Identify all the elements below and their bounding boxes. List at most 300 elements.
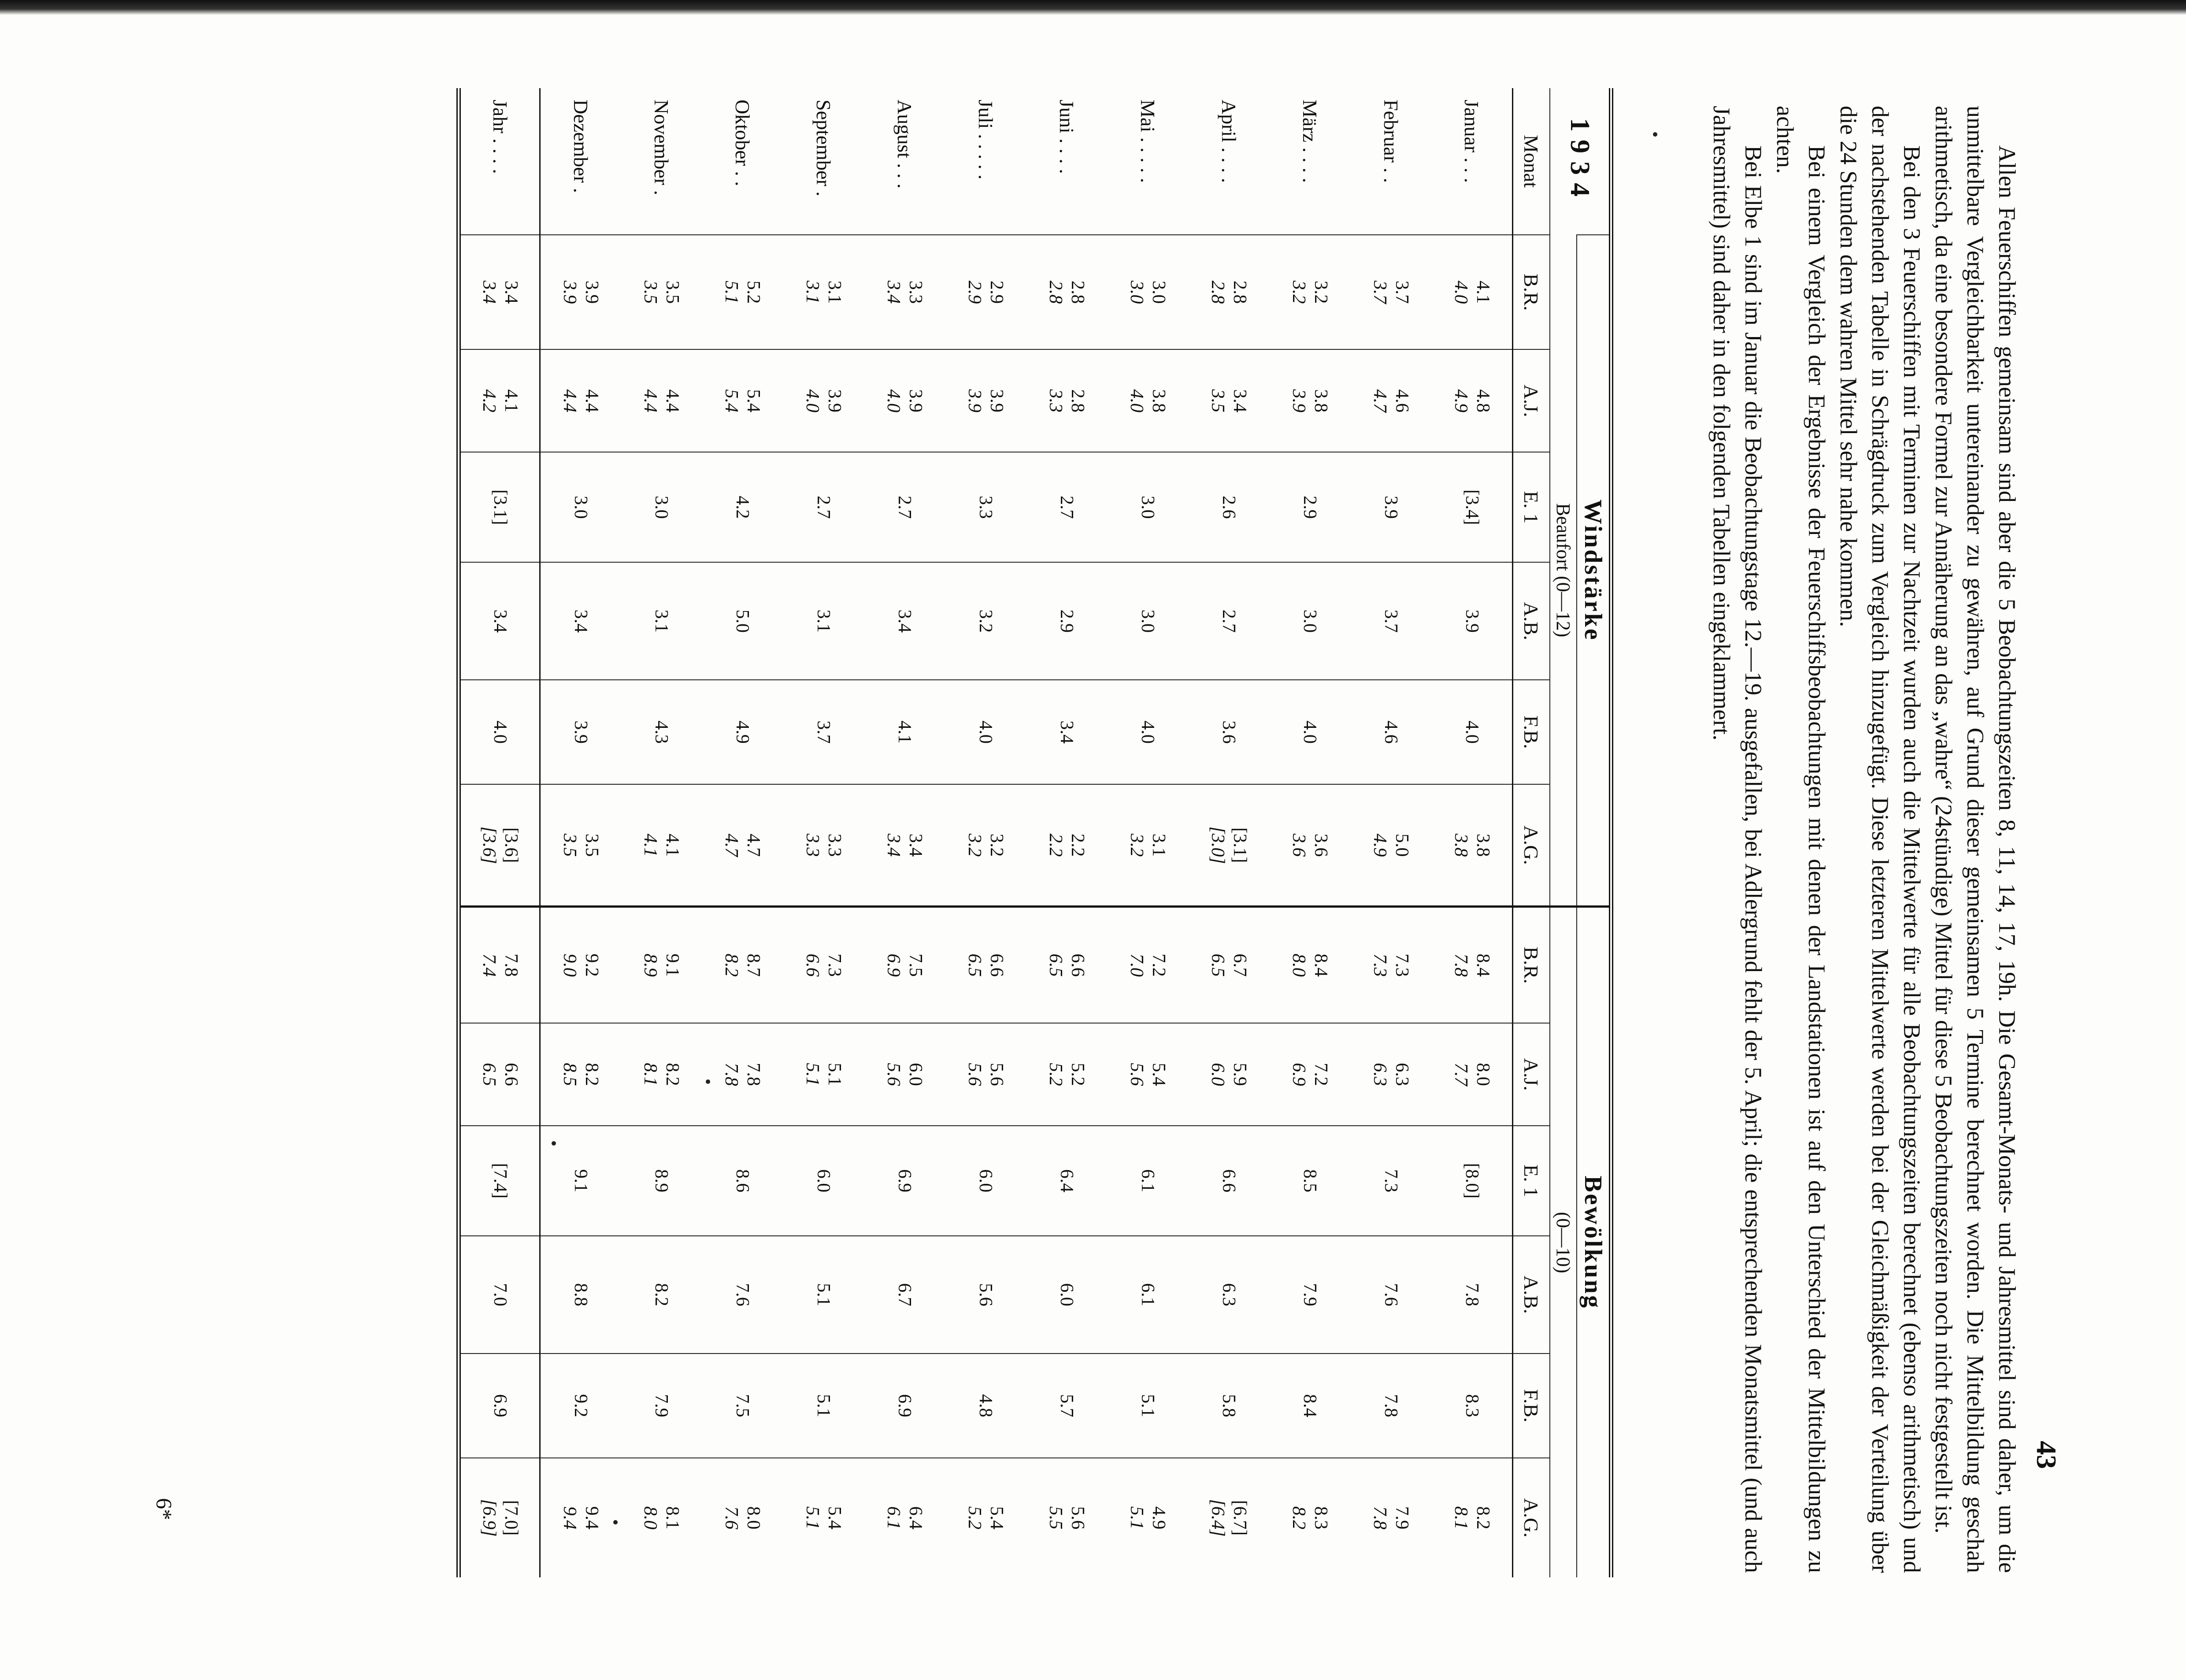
value-5-terms: 4.1 [662,833,683,857]
intro-paragraph: Bei einem Vergleich der Ergebnisse der Feuerschiffsbeobachtungen mit denen der Landstationen ist auf den Unterschied der Mittelbildungen zu achten. [1772,106,1830,1573]
value-all-terms: [3.6] [479,826,500,864]
value-5-terms: 6.0 [975,1169,996,1193]
value-all-terms: 2.8 [1045,280,1066,304]
value-5-terms: 8.3 [1461,1394,1482,1417]
value-5-terms: 4.8 [1472,389,1493,413]
value-5-terms: 4.9 [732,720,753,744]
cloud-cell [702,1236,783,1354]
value-5-terms: 3.4 [501,280,522,304]
table-row [621,88,702,1577]
value-5-terms: 5.2 [743,280,764,304]
value-5-terms: 7.9 [1392,1506,1412,1530]
wind-cell [1432,452,1513,562]
value-all-terms: 4.0 [802,389,823,413]
group-scale-wind: Beaufort (0—12) [1550,235,1577,907]
value-5-terms: 5.4 [743,389,764,413]
value-5-terms: 4.8 [975,1394,996,1417]
value-5-terms: 5.4 [986,1506,1007,1530]
wind-cell [1351,680,1432,784]
scan-speck [552,1141,556,1146]
value-5-terms: 7.3 [1381,1169,1401,1193]
wind-cell [540,562,621,680]
table-row [1270,88,1351,1577]
wind-cell [1026,562,1108,680]
wind-cell [621,562,702,680]
month-label: August . . . [893,100,916,189]
value-5-terms: 2.9 [986,280,1007,304]
column-header-wind: E. 1 [1513,452,1550,562]
value-5-terms: 3.9 [824,389,845,413]
value-5-terms: 3.7 [813,720,834,744]
value-all-terms: 3.2 [1289,280,1309,304]
value-5-terms: 5.9 [1230,1063,1250,1086]
cloud-cell [459,1458,540,1577]
wind-cell [945,235,1026,349]
value-5-terms: 7.3 [824,953,845,977]
value-5-terms: 3.2 [975,609,996,633]
wind-cell [1432,562,1513,680]
value-all-terms: 3.2 [1126,833,1147,857]
wind-cell [945,680,1026,784]
value-all-terms: 7.8 [1450,953,1471,977]
value-all-terms: 5.4 [721,389,742,413]
wind-cell [540,235,621,349]
value-5-terms: [3.6] [501,827,522,863]
wind-cell [1189,784,1270,907]
value-5-terms: [3.4] [1461,490,1482,525]
value-all-terms: 7.3 [1370,953,1390,977]
column-header-wind: A.J. [1513,349,1550,452]
cloud-cell [1026,1023,1108,1126]
value-all-terms: 4.1 [640,833,661,857]
cloud-cell [864,1023,945,1126]
cloud-cell [1351,1236,1432,1354]
value-all-terms: 4.2 [479,389,500,413]
value-5-terms: [3.1] [490,490,511,525]
value-5-terms: 3.1 [651,609,672,633]
wind-cell [1108,784,1189,907]
value-all-terms: 3.7 [1370,280,1390,304]
wind-cell [945,452,1026,562]
cloud-cell [1432,1458,1513,1577]
value-5-terms: 6.9 [894,1394,915,1417]
wind-cell [1270,784,1351,907]
value-5-terms: 5.7 [1056,1394,1077,1417]
value-all-terms: 7.8 [1370,1506,1390,1530]
wind-cell [945,562,1026,680]
value-5-terms: 7.8 [743,1063,764,1086]
cloud-cell [621,1023,702,1126]
value-5-terms: 3.5 [582,833,602,857]
value-5-terms: 7.3 [1392,953,1412,977]
wind-cell [1189,452,1270,562]
wind-cell [1108,349,1189,452]
value-5-terms: 3.4 [894,609,915,633]
wind-cell [1108,235,1189,349]
wind-cell [1026,680,1108,784]
scan-speck [706,1079,710,1084]
value-all-terms: 6.3 [1370,1063,1390,1086]
month-label: Juni . . . . [1056,100,1078,174]
wind-cell [1270,349,1351,452]
wind-cell [702,349,783,452]
value-5-terms: 6.6 [1219,1169,1239,1193]
value-5-terms: 3.8 [1149,389,1169,413]
value-all-terms: 7.8 [721,1063,742,1086]
cloud-cell [1351,1023,1432,1126]
weather-table [457,88,1614,1577]
value-5-terms: 4.9 [1149,1506,1169,1530]
value-5-terms: 3.0 [1300,609,1320,633]
value-5-terms: 9.1 [662,953,683,977]
value-5-terms: 4.3 [651,720,672,744]
month-label: April . . . . [1218,100,1240,183]
value-5-terms: 3.9 [1381,496,1401,519]
value-5-terms: 7.2 [1149,953,1169,977]
cloud-cell [702,1126,783,1236]
value-5-terms: 8.4 [1300,1394,1320,1417]
value-all-terms: 6.0 [1208,1063,1228,1086]
table-row [1026,88,1108,1577]
value-5-terms: 3.8 [1311,389,1331,413]
table-row [459,88,540,1577]
value-5-terms: 3.4 [571,609,591,633]
value-5-terms: 8.2 [582,1063,602,1086]
value-5-terms: 8.2 [651,1283,672,1306]
value-all-terms: 5.6 [883,1063,904,1086]
value-all-terms: 2.9 [964,280,985,304]
wind-cell [1270,235,1351,349]
value-5-terms: 3.1 [1149,833,1169,857]
value-5-terms: 5.1 [813,1394,834,1417]
value-all-terms: 3.4 [883,280,904,304]
table-row [1432,88,1513,1577]
cloud-cell [702,1354,783,1458]
value-5-terms: 8.6 [732,1169,753,1193]
wind-cell [702,680,783,784]
cloud-cell [1432,1236,1513,1354]
value-5-terms: 5.2 [1067,1063,1088,1086]
cloud-cell [945,1126,1026,1236]
value-5-terms: 5.6 [986,1063,1007,1086]
value-5-terms: 3.7 [1392,280,1412,304]
value-all-terms: 8.9 [640,953,661,977]
wind-cell [783,452,864,562]
value-5-terms: [6.7] [1230,1500,1250,1536]
value-all-terms: 3.5 [640,280,661,304]
value-all-terms: 5.1 [802,1063,823,1086]
value-5-terms: 3.9 [1461,609,1482,633]
wind-cell [1351,452,1432,562]
value-5-terms: 7.9 [651,1394,672,1417]
wind-cell [1270,680,1351,784]
wind-cell [945,349,1026,452]
value-all-terms: 4.9 [1370,833,1390,857]
cloud-cell [1108,1023,1189,1126]
wind-cell [621,235,702,349]
table-row [945,88,1026,1577]
cloud-cell [864,1354,945,1458]
value-5-terms: 7.2 [1311,1063,1331,1086]
value-5-terms: 7.5 [905,953,926,977]
wind-cell [540,784,621,907]
cloud-cell [864,907,945,1023]
value-5-terms: 5.1 [1137,1394,1158,1417]
value-5-terms: 6.0 [905,1063,926,1086]
intro-paragraph: Bei den 3 Feuerschiffen mit Terminen zur Nachtzeit wurden auch die Mittelwerte für alle Beobachtungszeiten berechnet (ebenso arithmetisch) und der nachstehenden Tabelle in Schrägdruck zum Vergleich hinzugefügt. Diese letzteren Mittelwerte werden bei der Gleichmäßigkeit der Verteilung über die 24 Stunden dem wahren Mittel sehr nahe kommen. [1835,106,1925,1573]
month-label: Jahr . . . . [459,88,540,235]
scan-speck [613,1520,618,1524]
wind-cell [702,784,783,907]
wind-cell [1351,235,1432,349]
value-5-terms: 6.4 [905,1506,926,1530]
cloud-cell [864,1236,945,1354]
value-5-terms: 8.3 [1311,1506,1331,1530]
value-5-terms: 4.0 [975,720,996,744]
wind-cell [783,784,864,907]
cloud-cell [702,907,783,1023]
value-5-terms: 6.3 [1219,1283,1239,1306]
value-5-terms: 3.1 [824,280,845,304]
value-5-terms: 4.0 [1137,720,1158,744]
value-all-terms: 7.0 [1126,953,1147,977]
value-5-terms: 3.5 [662,280,683,304]
value-5-terms: 2.7 [813,496,834,519]
value-5-terms: 7.8 [1461,1283,1482,1306]
value-all-terms: 7.7 [1450,1063,1471,1086]
value-all-terms: 6.1 [883,1506,904,1530]
wind-cell [459,680,540,784]
value-5-terms: 7.5 [732,1394,753,1417]
value-all-terms: [3.0] [1208,826,1228,864]
table-row [783,88,864,1577]
cloud-cell [783,1458,864,1577]
cloud-cell [459,1023,540,1126]
value-5-terms: 4.6 [1392,389,1412,413]
value-5-terms: 2.8 [1230,280,1250,304]
column-header-cloud: F.B. [1513,1354,1550,1458]
value-all-terms: 3.5 [559,833,580,857]
value-5-terms: 3.3 [824,833,845,857]
scan-speck [1653,132,1657,137]
value-5-terms: 6.9 [894,1169,915,1193]
cloud-cell [1189,1126,1270,1236]
cloud-cell [1189,1354,1270,1458]
value-all-terms: 8.0 [640,1506,661,1530]
value-5-terms: 6.1 [1137,1283,1158,1306]
table-row [1189,88,1270,1577]
wind-cell [1351,562,1432,680]
cloud-cell [1270,1023,1351,1126]
value-all-terms: 8.1 [640,1063,661,1086]
value-all-terms: [6.9] [479,1499,500,1537]
value-all-terms: 3.1 [802,280,823,304]
value-5-terms: 4.6 [1381,720,1401,744]
cloud-cell [702,1023,783,1126]
value-all-terms: 9.4 [559,1506,580,1530]
value-5-terms: 8.4 [1311,953,1331,977]
cloud-cell [945,1236,1026,1354]
value-5-terms: 3.9 [986,389,1007,413]
value-all-terms: 3.0 [1126,280,1147,304]
value-5-terms: 5.4 [1149,1063,1169,1086]
column-header-cloud: A.G. [1513,1458,1550,1577]
value-5-terms: 2.8 [1067,280,1088,304]
wind-cell [1026,235,1108,349]
value-5-terms: 3.9 [905,389,926,413]
wind-cell [1026,784,1108,907]
value-5-terms: 6.0 [1056,1283,1077,1306]
value-all-terms: 5.1 [721,280,742,304]
value-all-terms: 5.5 [1045,1506,1066,1530]
value-all-terms: 6.6 [802,953,823,977]
value-all-terms: 3.3 [802,833,823,857]
wind-cell [864,452,945,562]
wind-cell [1189,349,1270,452]
wind-cell [1108,680,1189,784]
column-header-wind: F.B. [1513,680,1550,784]
month-label: Dezember . [569,100,592,193]
wind-cell [459,235,540,349]
wind-cell [864,562,945,680]
value-all-terms: 8.2 [721,953,742,977]
value-5-terms: 5.6 [1067,1506,1088,1530]
cloud-cell [1108,1354,1189,1458]
wind-cell [1189,235,1270,349]
cloud-cell [1432,907,1513,1023]
value-all-terms: 3.8 [1450,833,1471,857]
value-all-terms: 2.2 [1045,833,1066,857]
cloud-cell [1432,1023,1513,1126]
cloud-cell [1351,907,1432,1023]
value-all-terms: 7.6 [721,1506,742,1530]
value-all-terms: 4.7 [721,833,742,857]
value-5-terms: 3.7 [1381,609,1401,633]
intro-paragraph: Bei Elbe 1 sind im Januar die Beobachtungstage 12.—19. ausgefallen, bei Adlergrund fehlt der 5. April; die entsprechenden Monatsmittel (und auch Jahresmittel) sind daher in den folgenden Tabellen eingeklammert. [1708,106,1767,1573]
value-all-terms: 6.5 [1208,953,1228,977]
wind-cell [540,452,621,562]
wind-cell [864,349,945,452]
month-label: September . [812,100,835,197]
wind-cell [1026,452,1108,562]
cloud-cell [945,1458,1026,1577]
value-all-terms: 3.9 [559,280,580,304]
cloud-cell [540,1236,621,1354]
value-all-terms: 5.1 [802,1506,823,1530]
value-5-terms: 5.0 [732,609,753,633]
wind-cell [540,349,621,452]
cloud-cell [1026,1458,1108,1577]
value-5-terms: 8.9 [651,1169,672,1193]
value-5-terms: 7.9 [1300,1283,1320,1306]
group-title-wind: Windstärke [1577,235,1611,907]
wind-cell [459,349,540,452]
value-5-terms: 5.4 [824,1506,845,1530]
wind-cell [702,235,783,349]
cloud-cell [1108,1126,1189,1236]
value-all-terms: 7.4 [479,953,500,977]
cloud-cell [1432,1126,1513,1236]
wind-cell [621,349,702,452]
cloud-cell [1189,1458,1270,1577]
value-all-terms: 4.4 [559,389,580,413]
value-all-terms: 3.6 [1289,833,1309,857]
cloud-cell [783,1126,864,1236]
value-5-terms: 4.0 [490,720,511,744]
month-label: Januar . . . [1460,100,1483,183]
value-5-terms: 8.2 [1472,1506,1493,1530]
value-5-terms: [7.0] [501,1500,522,1536]
value-5-terms: 8.1 [662,1506,683,1530]
cloud-cell [945,1023,1026,1126]
wind-cell [621,680,702,784]
value-all-terms: 8.0 [1289,953,1309,977]
wind-cell [1189,680,1270,784]
value-all-terms: 5.1 [1126,1506,1147,1530]
value-all-terms: 3.5 [1208,389,1228,413]
value-5-terms: 4.4 [582,389,602,413]
cloud-cell [1270,1458,1351,1577]
value-all-terms: 3.4 [479,280,500,304]
value-5-terms: 9.1 [571,1169,591,1193]
value-5-terms: [7.4] [490,1163,511,1199]
month-label: März . . . . [1299,100,1321,183]
value-all-terms: 5.6 [964,1063,985,1086]
value-5-terms: 4.1 [894,720,915,744]
value-5-terms: 6.6 [986,953,1007,977]
value-5-terms: 4.1 [1472,280,1493,304]
value-all-terms: 8.1 [1450,1506,1471,1530]
value-5-terms: 3.0 [1149,280,1169,304]
value-all-terms: 5.2 [1045,1063,1066,1086]
value-5-terms: 8.0 [743,1506,764,1530]
value-5-terms: 8.8 [571,1283,591,1306]
wind-cell [945,784,1026,907]
value-5-terms: 4.0 [1300,720,1320,744]
wind-cell [783,235,864,349]
wind-cell [1270,562,1351,680]
value-5-terms: 3.1 [813,609,834,633]
column-header-wind: A.G. [1513,784,1550,907]
cloud-cell [459,1236,540,1354]
value-5-terms: 2.9 [1056,609,1077,633]
value-5-terms: 7.0 [490,1283,511,1306]
wind-cell [1108,452,1189,562]
cloud-cell [459,1126,540,1236]
wind-cell [1432,680,1513,784]
wind-cell [864,680,945,784]
cloud-cell [783,1236,864,1354]
value-all-terms: 3.9 [964,389,985,413]
wind-cell [1432,349,1513,452]
page-number: 43 [2031,1441,2062,1469]
value-5-terms: 3.4 [1230,389,1250,413]
value-5-terms: [8.0] [1461,1163,1482,1199]
value-all-terms: 6.9 [1289,1063,1309,1086]
column-header-wind: A.B. [1513,562,1550,680]
wind-cell [864,235,945,349]
value-5-terms: 3.9 [571,720,591,744]
value-5-terms: 7.6 [1381,1283,1401,1306]
cloud-cell [1270,1354,1351,1458]
value-5-terms: 3.4 [490,609,511,633]
cloud-cell [1108,907,1189,1023]
value-5-terms: 8.4 [1472,953,1493,977]
value-5-terms: 8.5 [1300,1169,1320,1193]
wind-cell [702,452,783,562]
value-5-terms: 3.3 [905,280,926,304]
wind-cell [1351,349,1432,452]
